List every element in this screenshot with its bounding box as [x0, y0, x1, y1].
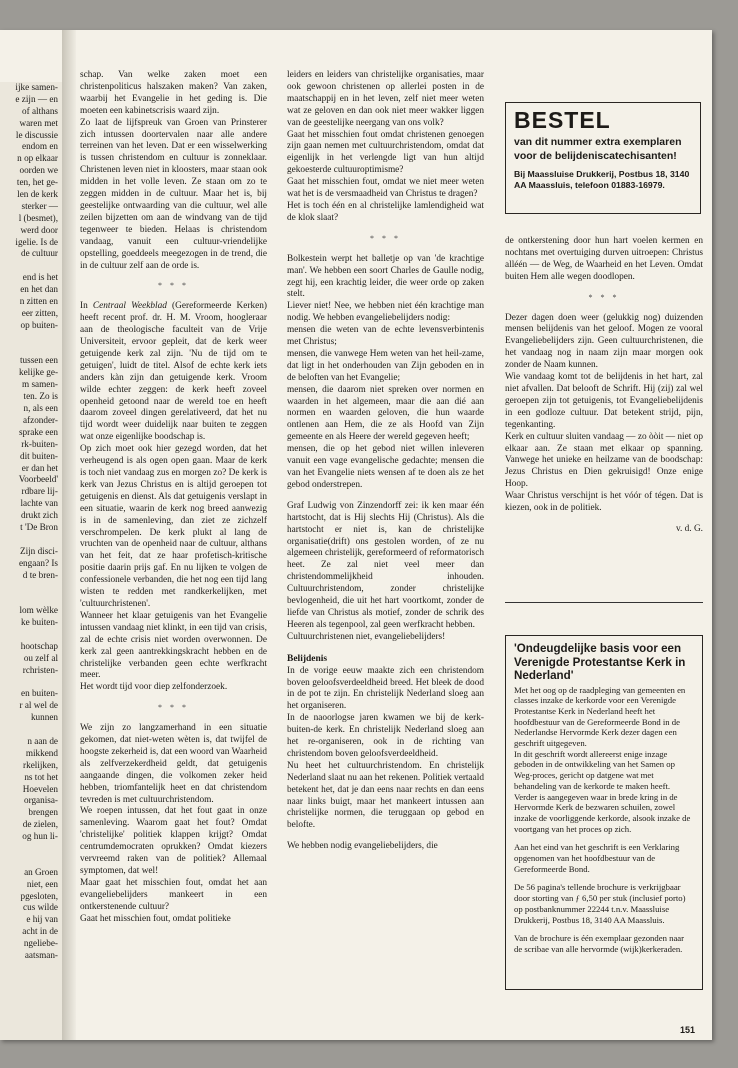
col3-paragraph: Dezer dagen doen weer (gelukkig nog) duizenden mensen belijdenis van het geloof. Mogen ze vooral Evangeliebelijders zijn. Geen cultuurchristenen, die het vandaag nog in naam zijn maar morgen ook zonder de Naam kunnen.: [505, 312, 703, 371]
col2-paragraph: Liever niet! Nee, we hebben niet één krachtige man nodig. We hebben evangeliebelijders nodig:: [287, 301, 484, 324]
previous-page-line: n op elkaar: [17, 153, 58, 164]
previous-page-line: er dan het: [21, 462, 58, 473]
col1-paragraph: Gaat het misschien fout, omdat politieke: [80, 913, 231, 924]
previous-page-line: rkelijken,: [23, 759, 58, 770]
col1-paragraph: Op zich moet ook hier gezegd worden, dat het verheugend is als ogen open gaan. Maar de kerk is toch niet vandaag zus en morgen zo? De kerk is kerk van Jezus Christus en is altijd geroepen tot getuigenis en dienst. Als dat getuigenis verslapt in een situatie, waarin de kerk nog breed aanwezig is in de samenleving, dan ziet ze zichzelf verschrompelen. De kerk plukt al lang de vruchten van de openheid naar de cultuur, althans van het feit, dat ze haar profetisch-kritische positie daarin prijs gaf. En nu lijken te volgen de confessionele verbanden, die het nog een tijd lang wisten te redden met randkerkelijken, met 'cultuurchristenen'.: [80, 444, 267, 609]
paragraph-gap: [505, 515, 703, 524]
previous-page-line: e zijn — en: [15, 93, 58, 104]
col2-paragraph: Gaat het misschien fout, omdat we niet meer weten wat het is de versmaadheid van Christus te dragen?: [287, 177, 484, 200]
col2-paragraph: Bolkestein werpt het balletje op van 'de krachtige man'. We hebben een soort Charles de Gaulle nodig, zegt hij, een krachtig leider, die weer orde op zaken stelt.: [287, 253, 484, 300]
col1-paragraph: Maar gaat het misschien fout, omdat het aan evangeliebelijders mankeert in een ontkerstenende cultuur?: [80, 877, 267, 912]
previous-page-line: Voorbeeld': [18, 474, 58, 485]
previous-page-line: waren met: [19, 117, 58, 128]
author-signature: v. d. G.: [675, 523, 703, 534]
paragraph-gap: [287, 492, 484, 501]
col2-paragraph: mensen, die daarom niet spreken over normen en waarden in het algemeen, maar die aan dié aan normen en waarden geloven, die hun waarde ontlenen aan Hem, die ze als Hoofd van Zijn gemeente en als Heere der wereld gegeven heeft;: [287, 384, 484, 443]
previous-page-line: igelie. Is de: [15, 236, 58, 247]
paragraph-gap: [287, 644, 484, 653]
brochure-notice-paragraph: Van de brochure is één exemplaar gezonden naar de scribae van alle hervormde (wijk)kerkeraden.: [514, 933, 685, 954]
previous-page-line: end is het: [22, 272, 58, 283]
previous-page-blank: [0, 332, 62, 344]
col1-paragraph: schap. Van welke zaken moet een christenpoliticus halszaken maken? Van zaken, waarbij het Evangelie in het geding is. Die moeten een kabinetscrisis waard zijn.: [80, 70, 267, 116]
previous-page-line: mikkend: [25, 747, 58, 758]
previous-page-line: n zitten en: [19, 296, 58, 307]
col2-paragraph: Het is toch één en al christelijke lamlendigheid wat de klok slaat?: [287, 200, 484, 223]
col2-paragraph: Cultuurchristenen niet, evangeliebelijders!: [287, 631, 446, 642]
previous-page-line: en het dan: [20, 284, 58, 295]
previous-page-line: le discussie: [15, 129, 58, 140]
col2-paragraph: mensen die weten van de echte levensverbintenis met Christus;: [287, 325, 484, 348]
section-separator: * * *: [370, 233, 401, 243]
previous-page-blank: [0, 724, 62, 736]
col2-paragraph: Graf Ludwig von Zinzendorff zei: ik ken maar één hartstocht, dat is Hij slechts Hij (Christus). Als die hartstocht er niet is, kan de christelijke organisatie(drift) ons gestolen worden, of ze nu algemeen christelijk, gereformeerd of reformatorisch heet. Ze zal niet veel meer dan christendommelijkheid inhouden. Cultuurchristendom, zonder christelijke bevlogenheid, die uit het hart voortkomt, zonder de liefde van Christus als motief, zonder de schrik des Heeren als tegenpool, zal geen werfkracht hebben.: [287, 500, 484, 630]
previous-page-blank: [0, 344, 62, 356]
section-separator: * * *: [158, 703, 189, 713]
previous-page-line: engaan? Is: [18, 557, 58, 568]
order-box: [505, 102, 701, 214]
previous-page-line: rdbare lij-: [21, 486, 58, 497]
col1-paragraph: Het wordt tijd voor diep zelfonderzoek.: [80, 682, 228, 693]
previous-page-line: afzonder-: [22, 414, 58, 425]
previous-page-line: tussen een: [19, 355, 58, 366]
previous-page-line: lom wèlke: [19, 605, 58, 616]
previous-page-line: de zielen,: [22, 819, 58, 830]
previous-page-blank: [0, 677, 62, 689]
previous-page-blank: [0, 843, 62, 855]
previous-page-line: kunnen: [30, 712, 58, 723]
previous-page-line: oorden we: [19, 165, 58, 176]
order-box-title: BESTEL: [514, 107, 611, 133]
previous-page-blank: [0, 855, 62, 867]
col2-paragraph: In de naoorlogse jaren kwamen we bij de kerk-buiten-de kerk. En christelijk Nederland sloeg aan het re-organiseren, ook in de richting van christendom boven geloofsverdeeldheid.: [287, 713, 484, 759]
col2-paragraph: We hebben nodig evangeliebelijders, die: [287, 841, 438, 852]
previous-page-line: Hoevelen: [22, 783, 58, 794]
previous-page-line: ke buiten-: [21, 617, 58, 628]
paragraph-gap: [287, 832, 484, 841]
page-fold: [62, 30, 76, 1040]
previous-page-blank: [0, 534, 62, 546]
previous-page-line: og hun li-: [22, 831, 58, 842]
brochure-notice-box: [505, 635, 703, 990]
col2-paragraph: Nu heet het cultuurchristendom. En christelijk Nederland slaat nu aan het rekenen. Politiek vertaald betekent het, dat je dan eens naar rechts en dan eens naar links buigt, maar het mankeert intussen aan christelijke normen, die teruggaan op gebod en belofte.: [287, 760, 484, 831]
section-heading-belijdenis: Belijdenis: [287, 653, 328, 664]
previous-page-line: hootschap: [20, 640, 58, 651]
col3-paragraph: Kerk en cultuur sluiten vandaag — zo òòit — niet op elkaar aan. Ze staan met elkaar op spanning. Vanwege het unieke en heilzame van de boodschap: Jezus Christus en Dien gekruisigd! Onze enige Hoop.: [505, 431, 703, 490]
previous-page-line: organisa-: [23, 795, 58, 806]
column-divider-rule: [505, 602, 703, 603]
previous-page-line: m samen-: [22, 379, 58, 390]
previous-page-line: dit buiten-: [19, 450, 58, 461]
previous-page-line: l (besmet),: [18, 212, 58, 223]
brochure-notice-paragraph: De 56 pagina's tellende brochure is verkrijgbaar door storting van ƒ 6,50 per stuk (inclusief porto) op postbanknummer 22244 t.n.v. Maassluise Drukkerij, Postbus 18, 3140 AA Maassluis.: [514, 882, 686, 925]
paragraph-gap: [514, 925, 694, 933]
previous-page-line: n aan de: [27, 735, 58, 746]
col3-paragraph: Wie vandaag komt tot de belijdenis in het hart, zal niet afvallen. Dat belooft de Schrift. Hij (zij) zal wel geroepen zijn tot getuigenis, tot Evangeliebelijdenis in een godloze cultuur. Dat betekent strijd, pijn, tegenkanting.: [505, 372, 703, 430]
magazine-page: [0, 30, 712, 1040]
previous-page-line: aatsman-: [24, 950, 58, 961]
col2-paragraph: In de vorige eeuw maakte zich een christendom boven geloofsverdeeldheid breed. Het bleek de dood in de pot te zijn. En christelijk Nederland sloeg aan het organiseren.: [287, 665, 484, 712]
previous-page-line: sterker —: [21, 200, 58, 211]
brochure-notice-paragraph: In dit geschrift wordt allereerst enige inzage geboden in de ontwikkeling van het Samen op Weg-proces, gericht op datgene wat met behandeling van de kerkorde te maken heeft. Verder is aangegeven waar in brede kring in de Hervormde Kerk de bezwaren schuilen, zowel inzake de voorliggende kerkorde, alsook inzake de voortgang van het proces op zich.: [514, 748, 691, 834]
column-3: [505, 236, 703, 536]
previous-page-line: ns tot het: [24, 771, 58, 782]
col1-paragraph: We zijn zo langzamerhand in een situatie gekomen, dat niet-weten wèten is, dat twijfel de hoogste zekerheid is, dat een woord van Waarheid als zelfverzekerdheid geldt, dat getuigenis aangaande dingen, die volkomen zeker heid hebben, triomfantelijk heet en dat christendom tevreden is met cultuurchristendom.: [80, 723, 267, 805]
col2-paragraph: Gaat het misschien fout omdat christenen genoegen zijn gaan nemen met cultuurchristendom, omdat dat eigenlijk in het verlengde ligt van hun altijd gekoesterde cultuuroptimisme?: [287, 129, 484, 176]
previous-page-line: d te bren-: [22, 569, 58, 580]
previous-page-line: an Groen: [24, 866, 58, 877]
previous-page-line: niet, een: [26, 878, 58, 889]
previous-page-line: rk-buiten-: [21, 438, 58, 449]
previous-page-strip: [0, 82, 63, 1040]
previous-page-line: ten, het ge-: [16, 177, 58, 188]
brochure-notice-title: 'Ondeugdelijke basis voor een Verenigde Protestantse Kerk in Nederland': [514, 642, 686, 682]
previous-page-line: r al wel de: [19, 700, 58, 711]
previous-page-line: drukt zich: [21, 510, 58, 521]
previous-page-line: n, als een: [23, 403, 58, 414]
col3-paragraph: de ontkerstening door hun hart voelen kermen en nochtans met overtuiging durven uitroepen: Christus alléén — de Weg, de Waarheid en het Leven. Omdat buiten Hem alle wegen doodlopen.: [505, 236, 703, 282]
col2-paragraph: leiders en leiders van christelijke organisaties, maar ook gewoon christenen op allerlei posten in de maatschappij en in het leven, zelf niet meer weten wat ze geloven en dan ook niet meer wakker liggen van de geestelijke neergang van ons volk?: [287, 70, 484, 128]
previous-page-line: ngeliebe-: [23, 938, 58, 949]
section-separator: * * *: [588, 292, 620, 302]
previous-page-line: len de kerk: [17, 189, 58, 200]
previous-page-line: ijke samen-: [15, 82, 58, 92]
previous-page-line: en buiten-: [21, 688, 58, 699]
previous-page-line: werd door: [20, 224, 58, 235]
previous-page-blank: [0, 629, 62, 641]
order-box-address: Bij Maassluise Drukkerij, Postbus 18, 3140 AA Maassluis, telefoon 01883-16979.: [514, 169, 690, 190]
column-1: [80, 70, 267, 926]
page-number: 151: [680, 1025, 696, 1035]
col1-paragraph: We roepen intussen, dat het fout gaat in onze samenleving. Waarom gaat het fout? Omdat 'christelijke' politiek klappen krijgt? Omdat centrumdemocraten oprukken? Omdat kiezers vervreemd raken van de politiek? Allemaal symptomen, dat wel!: [80, 806, 267, 876]
paragraph-gap: [514, 874, 694, 882]
col2-paragraph: mensen, die op het gebod niet willen inleveren vanuit een vage evangelische gedachte; mensen die van het Evangelie niets wensen af te doen als ze het gebod onderstrepen.: [287, 444, 484, 490]
previous-page-line: endom en: [22, 141, 58, 152]
col1-paragraph: Zo laat de lijfspreuk van Groen van Prinsterer zich intussen doortervalen naar alle andere terreinen van het leven. Dat er een wisselwerking is tussen christendom en cultuur is zonneklaar. Christenen leven niet in kloosters, maar staan ook midden in het volle leven. Ze staan om zo te zeggen midden in de cultuur. Maar het is, bij geestelijke ontwaarding van die cultuur, wel alle zeilen bijzetten om aan de windvang van de tijd tegenweer te bieden. Helaas is christendom vandaag, vanuit een cultuur-vriendelijke opstelling, goeddeels meegezogen in de trend, die in de cultuur zelf aan de orde is.: [80, 117, 267, 271]
brochure-notice-paragraph: Aan het eind van het geschrift is een Verklaring opgenomen van het hoofdbestuur van de Gereformeerde Bond.: [514, 842, 680, 874]
previous-page-line: t 'De Bron: [20, 521, 58, 532]
column-2: [287, 70, 484, 853]
previous-page-blank: [0, 581, 62, 593]
previous-page-line: Zijn disci-: [19, 545, 58, 556]
col1-paragraph: In Centraal Weekblad (Gereformeerde Kerken) heeft recent prof. dr. H. M. Vroom, hoogleraar aan de theologische faculteit van de Vrije Universiteit, ervoor gepleit, dat de kerk weer getuigende kerk zal zijn. 'Nu de tijd om te getuigen', luidt de titel. Alsof de echte kerk iets anders kàn zijn dan getuigende kerk. Vroom wilde echter zeggen: de kerk heeft zoveel openheid getoond naar de wereld toe en heeft daarom zoveel dingen gerelativeerd, dat het nu tijd wordt weer duidelijk naar buiten te zeggen wat onze eigenlijke boodschap is.: [80, 301, 267, 443]
brochure-notice-paragraph: Met het oog op de raadpleging van gemeenten en classes inzake de kerkorde voor een Verenigde Protestantse Kerk in Nederland heeft het hoofdbestuur van de Gereformeerde Bond in de Nederlandse Hervormde Kerk dezer dagen een geschrift uitgegeven.: [514, 684, 686, 749]
previous-page-line: brengen: [28, 807, 58, 818]
previous-page-line: kelijke ge-: [18, 367, 58, 378]
previous-page-line: de cultuur: [21, 248, 58, 259]
previous-page-line: of althans: [22, 105, 58, 116]
previous-page-line: ten. Zo is: [23, 391, 58, 402]
previous-page-line: eer zitten,: [21, 307, 58, 318]
previous-page-line: e hij van: [26, 914, 58, 925]
previous-page-blank: [0, 260, 62, 272]
previous-page-line: op buiten-: [20, 319, 58, 330]
previous-page-line: pgesloten,: [20, 890, 58, 901]
previous-page-line: sprake een: [18, 426, 58, 437]
previous-page-line: cus wilde: [23, 902, 58, 913]
previous-page-line: rchristen-: [22, 664, 58, 675]
paragraph-gap: [514, 834, 694, 842]
col1-paragraph: Wanneer het klaar getuigenis van het Evangelie intussen vandaag niet klinkt, in een tijd van crisis, zal de echte crisis niet worden overwonnen. De kerk zal geen aantrekkingskracht hebben en de christelijke verbanden geen echte werfkracht meer.: [80, 610, 267, 681]
col3-paragraph: Waar Christus verschijnt is het vóór of tégen. Dat is kiezen, ook in de politiek.: [505, 491, 703, 514]
previous-page-line: acht in de: [22, 926, 58, 937]
col2-paragraph: mensen, die vanwege Hem weten van het heil-zame, dat ligt in het onderhouden van Zijn geboden en in de beloften van het Evangelie;: [287, 348, 484, 383]
previous-page-line: ou zelf al: [23, 652, 58, 663]
previous-page-blank: [0, 593, 62, 605]
order-box-subtitle: van dit nummer extra exemplaren voor de belijdeniscatechisanten!: [514, 136, 682, 162]
section-separator: * * *: [158, 281, 189, 291]
previous-page-line: lachte van: [20, 498, 58, 509]
